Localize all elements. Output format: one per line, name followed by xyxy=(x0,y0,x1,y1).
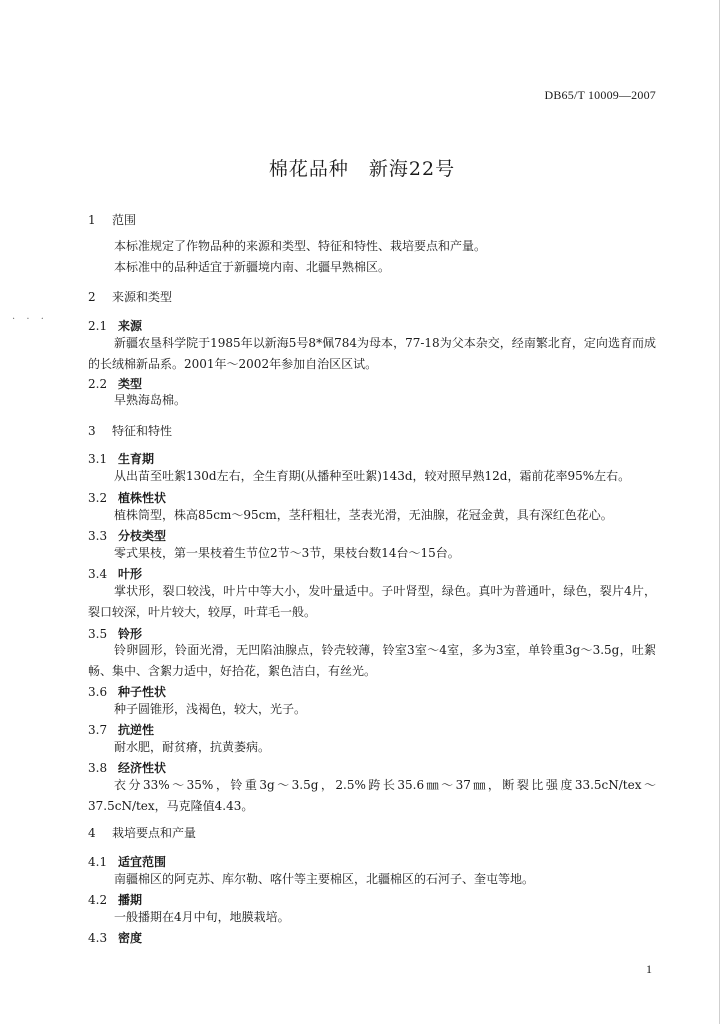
paragraph: 铃卵圆形，铃面光滑，无凹陷油腺点，铃壳较薄，铃室3室～4室，多为3室，单铃重3g～3.5g，吐絮畅、集中、含絮力适中，好拾花，絮色洁白，有丝光。 xyxy=(88,643,656,678)
subsection-number: 3.5 xyxy=(88,627,108,641)
page-number: 1 xyxy=(646,962,652,976)
subsection-number: 2.1 xyxy=(88,319,108,333)
section-title: 来源和类型 xyxy=(112,290,173,304)
paragraph: 本标准规定了作物品种的来源和类型、特征和特性、栽培要点和产量。 xyxy=(114,239,487,253)
section-heading-1 xyxy=(88,213,136,228)
subsection-number: 3.1 xyxy=(88,452,108,466)
section-title: 栽培要点和产量 xyxy=(112,826,197,840)
subsection-heading-3-4 xyxy=(88,567,142,582)
paragraph: 零式果枝，第一果枝着生节位2节～3节，果枝台数14台～15台。 xyxy=(114,546,460,560)
subsection-heading-3-8 xyxy=(88,761,166,776)
subsection-title: 种子性状 xyxy=(118,685,167,699)
subsection-number: 4.3 xyxy=(88,931,108,945)
subsection-heading-4-3 xyxy=(88,931,142,946)
subsection-title: 密度 xyxy=(118,931,143,945)
subsection-title: 类型 xyxy=(118,377,143,391)
section-title: 范围 xyxy=(112,213,137,227)
standard-code: DB65/T 10009—2007 xyxy=(544,88,656,102)
subsection-title: 生育期 xyxy=(118,452,155,466)
subsection-heading-4-1 xyxy=(88,855,166,870)
subsection-title: 适宜范围 xyxy=(118,855,167,869)
page-title: 棉花品种 新海22号 xyxy=(268,158,456,180)
paragraph: 掌状形，裂口较浅，叶片中等大小，发叶量适中。子叶肾型，绿色。真叶为普通叶，绿色，裂片4片，裂口较深，叶片较大，较厚，叶茸毛一般。 xyxy=(88,584,656,619)
subsection-number: 2.2 xyxy=(88,377,108,391)
subsection-title: 经济性状 xyxy=(118,761,167,775)
paragraph: 植株筒型，株高85cm～95cm，茎秆粗壮，茎表光滑，无油腺，花冠金黄，具有深红色花心。 xyxy=(114,508,613,522)
section-number: 1 xyxy=(88,213,96,227)
paragraph: 新疆农垦科学院于1985年以新海5号8*佩784为母本，77-18为父本杂交，经南繁北育，定向选育而成的长绒棉新品系。2001年～2002年参加自治区区试。 xyxy=(88,336,656,371)
section-heading-4 xyxy=(88,826,196,841)
paragraph: 南疆棉区的阿克苏、库尔勒、喀什等主要棉区，北疆棉区的石河子、奎屯等地。 xyxy=(114,872,535,886)
subsection-number: 3.6 xyxy=(88,685,108,699)
subsection-title: 抗逆性 xyxy=(118,723,155,737)
section-heading-3 xyxy=(88,424,172,439)
section-number: 2 xyxy=(88,290,96,304)
paragraph: 耐水肥，耐贫瘠，抗黄萎病。 xyxy=(114,740,271,754)
paragraph: 从出苗至吐絮130d左右，全生育期(从播种至吐絮)143d，较对照早熟12d，霜前花率95%左右。 xyxy=(114,469,631,483)
paragraph: 本标准中的品种适宜于新疆境内南、北疆早熟棉区。 xyxy=(114,260,391,274)
paragraph: 一般播期在4月中旬，地膜栽培。 xyxy=(114,910,290,924)
subsection-number: 3.3 xyxy=(88,529,108,543)
margin-mark: · · · xyxy=(12,314,48,325)
subsection-title: 叶形 xyxy=(118,567,143,581)
paragraph: 衣分33%～35%，铃重3g～3.5g，2.5%跨长35.6㎜～37㎜，断裂比强度33.5cN/tex～37.5cN/tex，马克隆值4.43。 xyxy=(88,778,656,813)
subsection-heading-3-1 xyxy=(88,452,154,467)
subsection-heading-3-6 xyxy=(88,685,166,700)
subsection-title: 植株性状 xyxy=(118,491,167,505)
subsection-title: 分枝类型 xyxy=(118,529,167,543)
subsection-number: 3.8 xyxy=(88,761,108,775)
subsection-heading-3-2 xyxy=(88,491,166,506)
subsection-number: 3.4 xyxy=(88,567,108,581)
subsection-heading-3-7 xyxy=(88,723,154,738)
subsection-heading-2-1 xyxy=(88,319,142,334)
paragraph: 早熟海岛棉。 xyxy=(114,393,187,407)
subsection-title: 播期 xyxy=(118,893,143,907)
subsection-heading-3-3 xyxy=(88,529,166,544)
subsection-heading-4-2 xyxy=(88,893,142,908)
subsection-number: 3.7 xyxy=(88,723,108,737)
section-heading-2 xyxy=(88,290,172,305)
subsection-number: 4.2 xyxy=(88,893,108,907)
subsection-number: 4.1 xyxy=(88,855,108,869)
section-title: 特征和特性 xyxy=(112,424,173,438)
section-number: 4 xyxy=(88,826,96,840)
subsection-number: 3.2 xyxy=(88,491,108,505)
section-number: 3 xyxy=(88,424,96,438)
paragraph: 种子圆锥形，浅褐色，较大，光子。 xyxy=(114,702,307,716)
subsection-title: 铃形 xyxy=(118,627,143,641)
subsection-title: 来源 xyxy=(118,319,143,333)
